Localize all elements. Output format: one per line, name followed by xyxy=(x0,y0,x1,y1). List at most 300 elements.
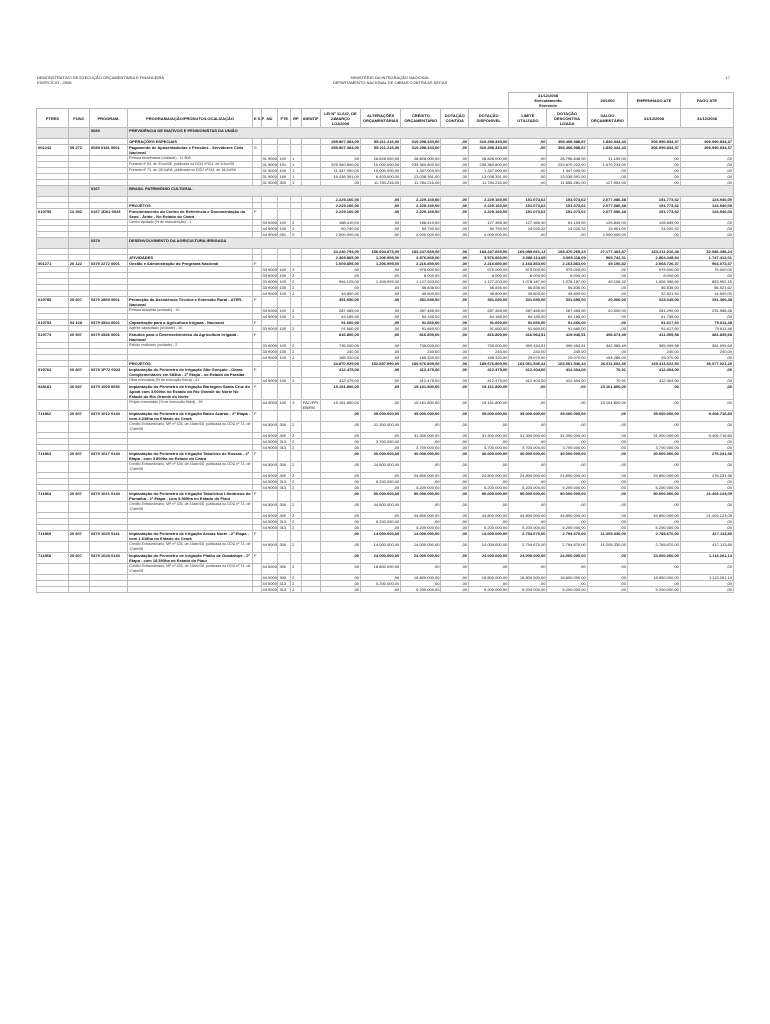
cell-rp: 2 xyxy=(291,326,302,332)
cell-dotacao-disponivel: 5.200.000,00 xyxy=(469,525,509,531)
cell-program-code xyxy=(89,564,127,575)
cell-pago: ,00 xyxy=(680,367,733,378)
cell-pago: 32.086.436,24 xyxy=(680,249,733,255)
cell-dotacao-contida: ,00 xyxy=(441,326,469,332)
cell-dotacao-contida: ,00 xyxy=(441,400,469,411)
cell-nd: 33 9000 xyxy=(262,267,277,272)
cell-identif: PAC/PPI EB/RN xyxy=(301,400,320,411)
cell-nd: 44 9000 xyxy=(262,232,277,237)
cell-dotacao-disponivel: 310.298.333,00 xyxy=(469,145,509,156)
cell-fte: 300 xyxy=(278,502,291,513)
cell-dotacao-contida: ,00 xyxy=(441,502,469,513)
cell-section-title: DESENVOLVIMENTO DA AGRICULTURA IRRIGADA xyxy=(128,238,734,249)
cell-title: Centro apoiado (% de manutenção) - 1 xyxy=(128,220,253,226)
cell-dotacao-contida: ,00 xyxy=(441,297,469,308)
col-esf: E S F xyxy=(253,109,261,128)
cell-dotacao-contida: ,00 xyxy=(441,308,469,314)
cell-title: Estudo realizado (unidade) - 2 xyxy=(128,343,253,349)
cell-alteracoes: ,00 xyxy=(361,513,401,519)
cell-lei: 45.800,00 xyxy=(320,291,360,297)
cell-fte xyxy=(278,451,291,462)
cell-rp: 1 xyxy=(291,168,302,174)
cell-esf: F xyxy=(253,451,261,462)
col-program-title: PROGRAMA/AÇÃO/PRODUTO/LOCALIZAÇÃO xyxy=(128,109,253,128)
cell-pago: ,00 xyxy=(680,587,733,593)
cell-empenhado: 3.700.000,00 xyxy=(627,445,680,451)
cell-ptres xyxy=(37,400,69,411)
col-func: FUNC xyxy=(68,109,89,128)
cell-title: Pagamento de Aposentadorias e Pensões - Servidores Civis Nacional xyxy=(128,145,253,156)
cell-empenhado: 412.404,00 xyxy=(627,378,680,384)
cell-credito: 30.000.000,00 xyxy=(401,451,441,462)
cell-pago: 75.000,00 xyxy=(680,267,733,273)
cell-fte: 100 xyxy=(278,273,291,279)
cell-dotacao-disponivel: 11.784.216,00 xyxy=(469,180,509,186)
cell-credito: 188.410,00 xyxy=(401,220,441,226)
cell-pago: 417.113,80 xyxy=(680,531,733,542)
cell-fte xyxy=(278,531,291,542)
cell-limite: ,00 xyxy=(509,180,547,186)
cell-dotacao-disponivel: 2.216.850,00 xyxy=(469,261,509,267)
cell-nd: 44 9000 xyxy=(261,400,278,411)
cell-identif xyxy=(301,384,320,400)
cell-empenhado: ,00 xyxy=(627,174,680,180)
cell-lei: 185.320,00 xyxy=(320,355,360,361)
cell-alteracoes: 14.000.000,00 xyxy=(361,531,401,542)
cell-func xyxy=(68,502,89,513)
cell-credito: 240,00 xyxy=(401,349,441,355)
cell-dotacao-desc: 2.794.670,00 xyxy=(547,542,587,553)
cell-saldo: ,00 xyxy=(587,502,627,513)
col-dotacao-disponivel: DOTAÇÃO DISPONÍVEL xyxy=(469,109,509,128)
cell-lei: 2.229.160,00 xyxy=(320,197,360,203)
cell-pago: 124.940,00 xyxy=(680,197,733,203)
col-limite: LIMITE UTILIZADO xyxy=(509,109,547,128)
cell-rp xyxy=(291,384,302,400)
cell-alteracoes: ,00 xyxy=(361,273,401,279)
cell-ptres xyxy=(37,238,69,249)
cell-program-code xyxy=(89,542,127,553)
cell-dotacao-disponivel: 64.185,00 xyxy=(469,314,509,320)
cell-empenhado: 975.000,00 xyxy=(627,267,680,273)
cell-limite: 3.700.000,00 xyxy=(509,445,547,451)
cell-pago: ,00 xyxy=(680,168,733,174)
budget-table xyxy=(36,92,734,593)
cell-dotacao-desc: 8.000,00 xyxy=(547,273,587,279)
cell-dotacao-disponivel: 13.038.391,00 xyxy=(469,174,509,180)
cell-alteracoes: 30.000.000,00 xyxy=(361,451,401,462)
cell-func xyxy=(68,587,89,593)
cell-empenhado: 56.836,00 xyxy=(627,285,680,291)
cell-identif xyxy=(301,411,320,422)
cell-rp: 2 xyxy=(291,267,302,273)
cell-nd: 44 9000 xyxy=(262,226,277,231)
table-row xyxy=(37,451,734,462)
cell-lei: 15.161.800,00 xyxy=(320,400,360,411)
cell-fte: 100 xyxy=(278,156,291,162)
cell-dotacao-desc: 2.794.670,00 xyxy=(547,531,587,542)
cell-func xyxy=(68,422,89,433)
cell-dotacao-disponivel: 30.000.000,00 xyxy=(469,451,509,462)
cell-title: Capacitação para a Agricultura Irrigada - Nacional xyxy=(128,320,253,326)
cell-func xyxy=(68,238,89,249)
cell-pago: ,00 xyxy=(680,400,733,411)
cell-esf: F xyxy=(253,491,261,502)
cell-program-code: 0379 1017 0140 xyxy=(89,451,127,462)
cell-empenhado: 5.200.000,00 xyxy=(627,525,680,531)
cell-lei: 34.240.794,00 xyxy=(320,249,360,255)
cell-dotacao-desc: 13.038.391,00 xyxy=(547,174,587,180)
cell-dotacao-disponivel: 56.836,00 xyxy=(469,285,509,291)
cell-alteracoes: 1.206.995,00 xyxy=(361,261,401,267)
cell-saldo: 26.611.662,36 xyxy=(587,361,627,367)
cell-func: 20 607 xyxy=(68,332,89,343)
cell-fte: 100 xyxy=(278,267,291,273)
cell-lei: ,00 xyxy=(320,513,360,519)
cell-alteracoes: 10.000.000,00 xyxy=(361,162,401,168)
cell-limite: 24.000.000,00 xyxy=(509,553,547,564)
cell-saldo: 20.000,00 xyxy=(587,308,627,314)
cell-saldo: 342.385,49 xyxy=(587,343,627,349)
cell-limite: 5.200.000,00 xyxy=(509,485,547,491)
cell-esf: F xyxy=(253,297,261,308)
cell-dotacao-desc: 1.347.000,00 xyxy=(547,168,587,174)
cell-rp: 2 xyxy=(291,232,302,238)
cell-lei: ,00 xyxy=(320,564,360,575)
cell-dotacao-contida: ,00 xyxy=(441,273,469,279)
cell-nd: 33 9000 xyxy=(262,273,277,278)
cell-func: 20 122 xyxy=(68,261,89,267)
cell-limite: 412.404,00 xyxy=(509,378,547,384)
cell-saldo: ,00 xyxy=(587,575,627,581)
cell-ptres xyxy=(37,462,69,473)
cell-saldo: ,00 xyxy=(587,349,627,355)
cell-saldo: ,00 xyxy=(587,485,627,491)
cell-saldo: ,00 xyxy=(587,564,627,575)
cell-fte xyxy=(278,491,291,502)
cell-saldo: ,00 xyxy=(587,587,627,593)
cell-credito: 5.200.000,00 xyxy=(401,525,441,531)
cell-dotacao-desc: ,00 xyxy=(547,502,587,513)
cell-alteracoes: ,00 xyxy=(361,332,401,343)
cell-alteracoes: ,00 xyxy=(361,367,401,378)
cell-identif xyxy=(301,564,320,575)
cell-dotacao-disponivel: 412.475,00 xyxy=(469,378,509,384)
cell-credito: 310.298.333,00 xyxy=(401,139,441,145)
cell-saldo: 2.077.086,38 xyxy=(587,209,627,220)
cell-dotacao-contida: ,00 xyxy=(441,320,469,326)
cell-dotacao-contida: ,00 xyxy=(441,525,469,531)
cell-dotacao-disponivel: 31.300.000,00 xyxy=(469,433,509,439)
col-ptres: PTRES xyxy=(37,109,69,128)
cell-dotacao-contida: ,00 xyxy=(441,491,469,502)
cell-empenhado: 5.200.000,00 xyxy=(627,587,680,593)
cell-dotacao-disponivel: 5.200.000,00 xyxy=(469,587,509,593)
cell-nd: 44 9000 xyxy=(262,378,277,383)
section-row xyxy=(37,128,734,139)
cell-credito: 975.000,00 xyxy=(401,267,441,273)
cell-alteracoes: 14.000.000,00 xyxy=(361,542,401,553)
empenhado-header: EMPENHADO ATE xyxy=(627,93,680,109)
cell-nd: 44 5000 xyxy=(261,564,278,575)
cell-dotacao-desc: 163.061.546,44 xyxy=(547,361,587,367)
cell-credito: 2.229.160,00 xyxy=(401,209,441,220)
cell-limite: ,00 xyxy=(509,462,547,473)
cell-dotacao-contida: ,00 xyxy=(441,145,469,156)
cell-limite: 29.070,00 xyxy=(509,355,547,361)
cell-lei: 351.650,00 xyxy=(320,297,360,308)
cell-ptres xyxy=(37,542,69,553)
cell-empenhado: 91.617,60 xyxy=(627,326,680,332)
cell-limite: ,00 xyxy=(509,156,547,162)
cell-alteracoes: ,00 xyxy=(361,203,401,209)
cell-nd: 44 9000 xyxy=(262,525,277,530)
cell-pago: 276.231,96 xyxy=(680,473,733,479)
cell-fte: 300 xyxy=(278,473,291,479)
cell-empenhado: 32.521,94 xyxy=(627,291,680,297)
cell-limite: 50.000.000,00 xyxy=(509,491,547,502)
cell-lei: ,00 xyxy=(320,285,360,291)
cell-limite: 91.660,00 xyxy=(509,320,547,326)
cell-dotacao-desc: 5.200.000,00 xyxy=(547,587,587,593)
cell-credito: 183.247.669,00 xyxy=(401,249,441,255)
cell-dotacao-disponivel: 183.247.669,00 xyxy=(469,249,509,255)
cell-func: 04 128 xyxy=(68,320,89,326)
cell-credito: 1.127.203,00 xyxy=(401,279,441,285)
cell-credito: 31.300.000,00 xyxy=(401,433,441,439)
cell-identif xyxy=(301,451,320,462)
cell-dotacao-desc: 50.000.000,00 xyxy=(547,491,587,502)
cell-dotacao-disponivel: 310.298.333,00 xyxy=(469,139,509,145)
cell-credito: ,00 xyxy=(401,502,441,513)
cell-pago: ,00 xyxy=(680,162,733,168)
cell-dotacao-desc: ,00 xyxy=(547,400,587,411)
cell-rp: 3 xyxy=(291,400,302,411)
cell-lei: ,00 xyxy=(320,531,360,542)
ministry-header xyxy=(310,75,470,85)
cell-rp: 2 xyxy=(291,479,302,485)
cell-nd: 44 5000 xyxy=(262,479,277,484)
cell-limite: ,00 xyxy=(509,139,547,145)
cell-lei: ,00 xyxy=(320,519,360,525)
cell-title: Pessoa assistida (unidade) - 10 xyxy=(128,308,253,314)
cell-alteracoes: ,00 xyxy=(361,314,401,320)
cell-func xyxy=(68,462,89,473)
cell-dotacao-disponivel: 24.800.000,00 xyxy=(469,473,509,479)
cell-identif xyxy=(301,332,320,343)
cell-ptres xyxy=(37,502,69,513)
cell-saldo: 11.205.330,00 xyxy=(587,531,627,542)
cell-rp: 2 xyxy=(291,422,302,433)
cell-dotacao-desc: ,00 xyxy=(547,422,587,433)
cell-dotacao-disponivel: 14.000.000,00 xyxy=(469,531,509,542)
cell-credito: 5.200.000,00 xyxy=(401,587,441,593)
cell-program-code xyxy=(89,462,127,473)
cell-credito: 351.650,00 xyxy=(401,297,441,308)
cell-nd xyxy=(261,411,278,422)
cell-esf: S xyxy=(253,145,261,156)
cell-dotacao-contida: ,00 xyxy=(441,261,469,267)
cell-esf xyxy=(253,422,261,433)
cell-dotacao-desc: 3.700.000,00 xyxy=(547,445,587,451)
cell-dotacao-contida: ,00 xyxy=(441,519,469,525)
cell-lei: ,00 xyxy=(320,422,360,433)
cell-dotacao-contida: ,00 xyxy=(441,384,469,400)
cell-empenhado: ,00 xyxy=(627,180,680,186)
cell-credito: 24.000.000,00 xyxy=(401,553,441,564)
cell-nd: 33 9000 xyxy=(262,343,277,348)
cell-lei: ,00 xyxy=(320,156,360,162)
cell-empenhado: 151.773,62 xyxy=(627,209,680,220)
cell-ptres: 001271 xyxy=(37,261,69,267)
cell-saldo: 1.830.344,43 xyxy=(587,145,627,156)
cell-func: 20 607 xyxy=(68,451,89,462)
cell-lei: ,00 xyxy=(320,462,360,473)
cell-lei: 34.870.929,00 xyxy=(320,361,360,367)
cell-empenhado: 30.000.000,00 xyxy=(627,451,680,462)
cell-nd xyxy=(261,297,278,308)
cell-empenhado: 2.785.670,00 xyxy=(627,542,680,553)
cell-fte: 300 xyxy=(278,542,291,553)
cell-credito: 235.360.800,00 xyxy=(401,162,441,168)
cell-limite: 169.089.661,13 xyxy=(509,249,547,255)
cell-empenhado: ,00 xyxy=(627,479,680,485)
cell-alteracoes: ,00 xyxy=(361,525,401,531)
cell-fte xyxy=(278,411,291,422)
cell-saldo: 31.159,00 xyxy=(587,156,627,162)
cell-ptres: 711868 xyxy=(37,553,69,564)
cell-limite: 35.000.000,00 xyxy=(509,411,547,422)
table-row xyxy=(37,209,734,220)
cell-nd: 44 9000 xyxy=(262,433,277,438)
cell-pago: ,00 xyxy=(680,220,733,226)
cell-empenhado: ,00 xyxy=(627,422,680,433)
cell-limite: 2.163.863,00 xyxy=(509,261,547,267)
table-subrow xyxy=(37,587,734,593)
cell-credito: 185.320,00 xyxy=(401,355,441,361)
cell-pago: 21.403.123,09 xyxy=(680,491,733,502)
cell-empenhado: 412.404,00 xyxy=(627,367,680,378)
cell-esf: F xyxy=(253,320,261,326)
cell-fte: 300 xyxy=(278,433,291,439)
cell-pago: 231.988,48 xyxy=(680,308,733,314)
cell-fte: 300 xyxy=(278,180,291,186)
cell-alteracoes: ,00 xyxy=(361,355,401,361)
cell-nd: 44 9000 xyxy=(262,355,277,360)
cell-program-code xyxy=(89,422,127,433)
cell-empenhado: 31.300.000,00 xyxy=(627,433,680,439)
cell-title: Crédito Extraordinário, MP nº 426, de 16abr/08, publicada no DOU nº 74, de 17abr/08 xyxy=(128,542,253,553)
cell-dotacao-disponivel: 3.576.860,00 xyxy=(469,255,509,261)
cell-nd: 31 9000 xyxy=(262,156,277,161)
cell-fte: 151 xyxy=(278,162,291,168)
cell-credito: 2.216.850,00 xyxy=(401,261,441,267)
col-dotacao-contida: DOTAÇÃO CONTIDA xyxy=(441,109,469,128)
cell-dotacao-disponivel: 91.660,00 xyxy=(469,320,509,326)
cell-pago: ,00 xyxy=(680,273,733,279)
cell-alteracoes: ,00 xyxy=(361,400,401,411)
cell-alteracoes: 31.300.000,00 xyxy=(361,422,401,433)
cell-pago: ,00 xyxy=(680,479,733,485)
cell-rp xyxy=(291,531,302,542)
cell-alteracoes: 24.000.000,00 xyxy=(361,553,401,564)
cell-alteracoes: ,00 xyxy=(361,575,401,581)
cell-empenhado: 25.070,00 xyxy=(627,355,680,361)
cell-pago: 124.940,00 xyxy=(680,209,733,220)
table-subrow xyxy=(37,542,734,553)
cell-limite: 18.800.000,00 xyxy=(509,575,547,581)
cell-dotacao-contida: ,00 xyxy=(441,180,469,186)
cell-empenhado: ,00 xyxy=(627,232,680,238)
cell-credito: 13.038.391,00 xyxy=(401,174,441,180)
col-saldo: SALDO ORÇAMENTÁRIO xyxy=(587,109,627,128)
cell-pago: 1.747.412,01 xyxy=(680,255,733,261)
cell-rp: 2 xyxy=(291,273,302,279)
header-row-top xyxy=(37,93,734,109)
cell-nd: 44 9000 xyxy=(262,473,277,478)
cell-alteracoes: ,00 xyxy=(361,378,401,384)
cell-pago: 251.366,48 xyxy=(680,297,733,308)
cell-lei: ,00 xyxy=(320,180,360,186)
cell-lei: ,00 xyxy=(320,433,360,439)
cell-rp: 2 xyxy=(291,542,302,553)
cell-limite: 240,00 xyxy=(509,349,547,355)
cell-nd: 33 9000 xyxy=(262,279,277,284)
cell-fte: 100 xyxy=(278,279,291,285)
cell-title: Crédito Extraordinário, MP nº 426, de 16abr/08, publicada no DOU nº 74, de 17abr/08 xyxy=(128,502,253,513)
cell-dotacao-contida: ,00 xyxy=(441,232,469,238)
cell-alteracoes: 152.897.990,00 xyxy=(361,361,401,367)
cell-limite: 2.794.670,00 xyxy=(509,542,547,553)
table-subrow xyxy=(37,502,734,513)
cell-saldo: ,00 xyxy=(587,445,627,451)
cell-limite: ,00 xyxy=(509,168,547,174)
cell-fte: 100 xyxy=(278,400,291,411)
table-row xyxy=(37,491,734,502)
cell-rp: 2 xyxy=(291,502,302,513)
cell-rp: 2 xyxy=(291,445,302,451)
cell-pago: ,00 xyxy=(680,355,733,361)
cell-lei: ,00 xyxy=(320,445,360,451)
cell-title: Portaria nº 73, de 15/Jul/08, publicada no DOU nº134, de 16/Jul/08 xyxy=(128,168,253,174)
cell-limite: ,00 xyxy=(509,581,547,587)
cell-dotacao-disponivel: 235.360.800,00 xyxy=(469,162,509,168)
cell-rp: 2 xyxy=(291,473,302,479)
cell-fte: 300 xyxy=(278,575,291,581)
cell-program-code: 0167 xyxy=(89,186,127,197)
cell-credito: 45.800,00 xyxy=(401,291,441,297)
cell-credito: 310.298.333,00 xyxy=(401,145,441,156)
cell-program-code: 0379 xyxy=(89,238,127,249)
cell-limite: ,00 xyxy=(509,422,547,433)
cell-pago: 240,00 xyxy=(680,349,733,355)
cell-credito: ,00 xyxy=(401,519,441,525)
cell-ptres: 019755 xyxy=(37,209,69,220)
cell-fte: 169 xyxy=(278,174,291,180)
col-credito: CRÉDITO ORÇAMENTÁRIO xyxy=(401,109,441,128)
cell-dotacao-disponivel: 91.660,00 xyxy=(469,326,509,332)
cell-dotacao-contida: ,00 xyxy=(441,542,469,553)
cell-dotacao-disponivel: 189.676.809,00 xyxy=(469,361,509,367)
cell-func: 20 607 xyxy=(68,553,89,564)
cell-nd: 31 9000 xyxy=(262,168,277,173)
cell-pago: ,00 xyxy=(680,439,733,445)
cell-dotacao-contida: ,00 xyxy=(441,433,469,439)
cell-nd xyxy=(261,332,278,343)
cell-rp: 2 xyxy=(291,279,302,285)
cell-fte: 300 xyxy=(278,513,291,519)
cell-identif xyxy=(301,502,320,513)
